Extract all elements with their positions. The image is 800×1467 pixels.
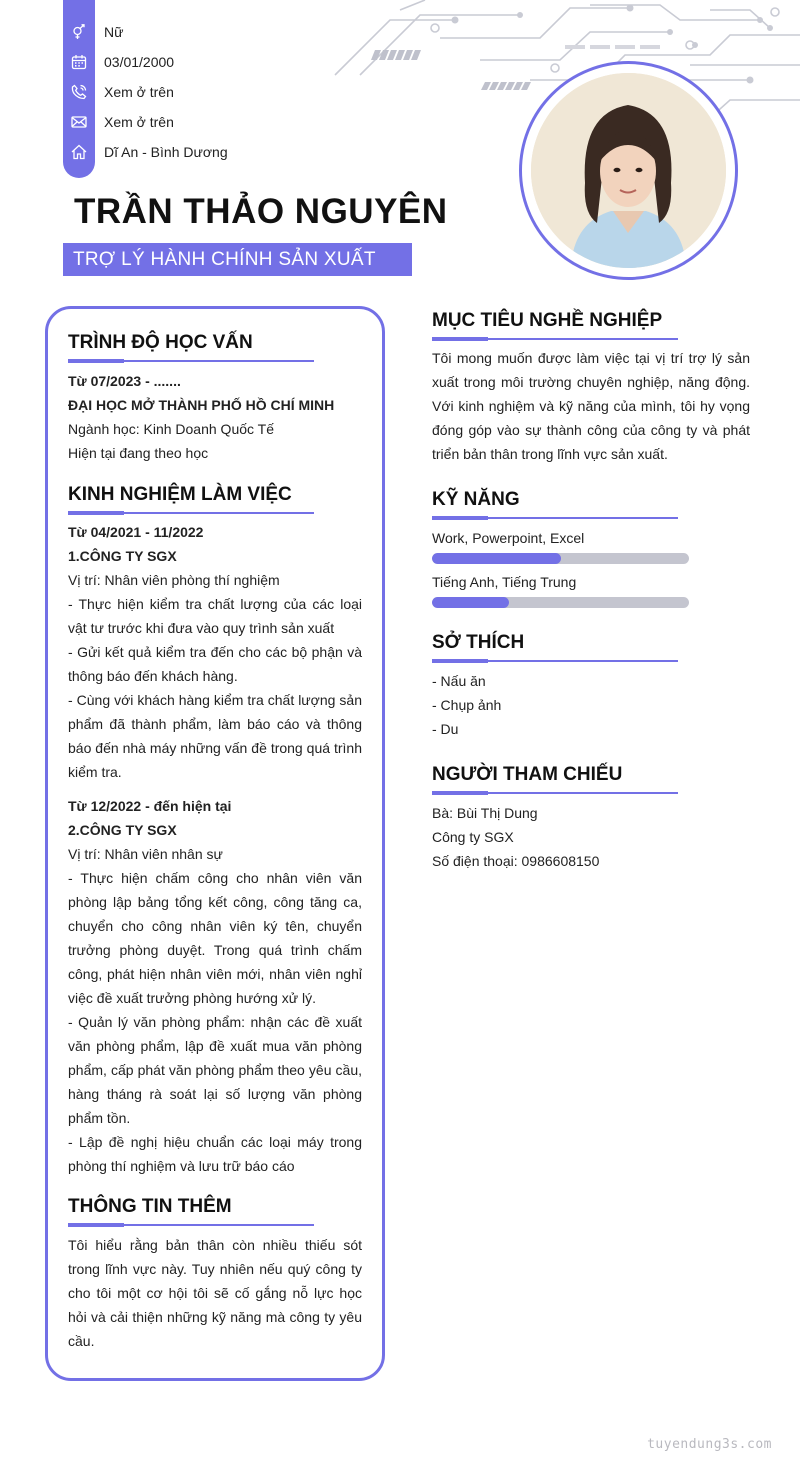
hobby-item: - Du	[432, 721, 459, 737]
job-duty: - Cùng với khách hàng kiểm tra chất lượng sản phẩm đã thành phẩm, làm báo cáo và thông báo đến nhà máy những vấn đề trong quá trình kiểm tra.	[68, 692, 362, 780]
job-company: 1.CÔNG TY SGX	[68, 548, 177, 564]
reference-company: Công ty SGX	[432, 829, 514, 845]
profile-photo	[531, 73, 726, 268]
candidate-name: TRẦN THẢO NGUYÊN	[74, 192, 448, 231]
hobbies-list	[432, 669, 750, 741]
education-block	[68, 369, 362, 465]
extra-text: Tôi hiểu rằng bản thân còn nhiều thiếu sót trong lĩnh vực này. Tuy nhiên nếu quý công ty cho tôi một cơ hội tôi sẽ cố gắng nỗ lực học hỏi và cải thiện những kỹ năng mà công ty yêu cầu.	[68, 1237, 362, 1349]
objective-heading: MỤC TIÊU NGHỀ NGHIỆP	[432, 310, 663, 331]
job-duty: - Lập đề nghị hiệu chuẩn các loại máy trong phòng thí nghiệm và lưu trữ báo cáo	[68, 1134, 362, 1174]
hobbies-underline	[432, 660, 678, 662]
skills-heading: KỸ NĂNG	[432, 489, 520, 510]
skill-bar	[432, 553, 689, 564]
reference-underline	[432, 792, 678, 794]
job-period: Từ 04/2021 - 11/2022	[68, 524, 204, 540]
job-duty: - Thực hiện chấm công cho nhân viên văn phòng lập bảng tổng kết công, công tăng ca, chuyển cho công nhân viên ký tên, chuyển trưởng phòng duyệt. Trong quá trình chấm công, phát hiện nhân viên mới, nhân viên nghỉ việc đề xuất trưởng phòng hướng xử lý.	[68, 870, 362, 1006]
job-duty: - Gửi kết quả kiểm tra đến cho các bộ phận và thông báo đến khách hàng.	[68, 644, 362, 684]
objective-underline	[432, 338, 678, 340]
hobby-item: - Nấu ăn	[432, 673, 486, 689]
job-position: Vị trí: Nhân viên nhân sự	[68, 846, 223, 862]
skill-bar-fill	[432, 553, 561, 564]
education-heading: TRÌNH ĐỘ HỌC VẤN	[68, 332, 253, 353]
skill-label: Work, Powerpoint, Excel	[432, 530, 585, 546]
job-duty: - Thực hiện kiểm tra chất lượng của các loại vật tư trước khi đưa vào quy trình sản xuất	[68, 596, 362, 636]
education-underline	[68, 360, 314, 362]
skill-bar	[432, 597, 689, 608]
reference-name: Bà: Bùi Thị Dung	[432, 805, 538, 821]
calendar-icon	[63, 50, 95, 74]
contact-email: Xem ở trên	[63, 110, 174, 134]
job-duty: - Quản lý văn phòng phẩm: nhận các đề xuất văn phòng phẩm, lập đề xuất mua văn phòng phẩm, cấp phát văn phòng phẩm theo yêu cầu, hàng tháng rà soát lại số lượng văn phòng phẩm tồn.	[68, 1014, 362, 1126]
contact-birthday: 03/01/2000	[63, 50, 174, 74]
extra-heading: THÔNG TIN THÊM	[68, 1196, 232, 1217]
reference-heading: NGƯỜI THAM CHIẾU	[432, 764, 623, 785]
education-period: Từ 07/2023 - .......	[68, 373, 181, 389]
experience-heading: KINH NGHIỆM LÀM VIỆC	[68, 484, 292, 505]
job-period: Từ 12/2022 - đến hiện tại	[68, 798, 232, 814]
experience-underline	[68, 512, 314, 514]
experience-block	[68, 520, 362, 1178]
education-status: Hiện tại đang theo học	[68, 445, 209, 461]
contact-gender: Nữ	[63, 20, 123, 44]
reference-block	[432, 801, 750, 873]
education-major: Ngành học: Kinh Doanh Quốc Tế	[68, 421, 274, 437]
job-company: 2.CÔNG TY SGX	[68, 822, 177, 838]
home-icon	[63, 140, 95, 164]
mail-icon	[63, 110, 95, 134]
education-school: ĐẠI HỌC MỞ THÀNH PHỐ HỒ CHÍ MINH	[68, 397, 335, 413]
contact-phone: Xem ở trên	[63, 80, 174, 104]
gender-icon	[63, 20, 95, 44]
contact-address: Dĩ An - Bình Dương	[63, 140, 228, 164]
job-position: Vị trí: Nhân viên phòng thí nghiệm	[68, 572, 280, 588]
phone-icon	[63, 80, 95, 104]
reference-phone: Số điện thoại: 0986608150	[432, 853, 600, 869]
hobby-item: - Chụp ảnh	[432, 697, 502, 713]
extra-underline	[68, 1224, 314, 1226]
objective-text: Tôi mong muốn được làm việc tại vị trí trợ lý sản xuất trong môi trường chuyên nghiệp, năng động. Với kinh nghiệm và kỹ năng của mình, tôi hy vọng đóng góp vào sự thành công của công ty và phát triển bản thân trong lĩnh vực sản xuất.	[432, 350, 750, 462]
watermark: tuyendung3s.com	[647, 1437, 772, 1452]
hobbies-heading: SỞ THÍCH	[432, 632, 525, 653]
skill-bar-fill	[432, 597, 509, 608]
skills-underline	[432, 517, 678, 519]
skill-label: Tiếng Anh, Tiếng Trung	[432, 574, 577, 590]
job-title: TRỢ LÝ HÀNH CHÍNH SẢN XUẤT	[63, 243, 412, 276]
